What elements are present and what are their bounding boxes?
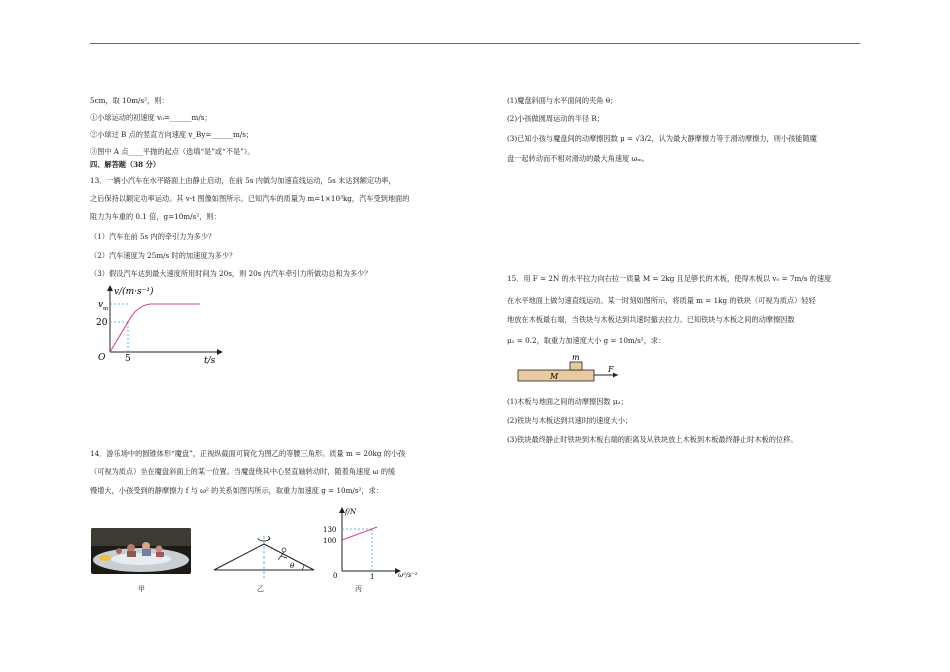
q14-part1: (1)魔盘斜面与水平面间的夹角 θ； — [507, 96, 618, 105]
q13-line2: 之后保持以额定功率运动。其 v-t 图像如图所示。已知汽车的质量为 m=1×10³kg，汽车受到地面的 — [90, 194, 410, 203]
f-line-extension — [372, 527, 377, 529]
f-100-label: 100 — [323, 537, 337, 545]
q14-line2: （可视为质点）坐在魔盘斜面上的某一位置。当魔盘绕其中心竖直轴转动时，随着角速度 ω 的缓 — [90, 467, 396, 476]
section-heading: 四、解答题（38 分） — [90, 160, 161, 169]
force-F-label: F — [608, 365, 614, 374]
f-x1-label: 1 — [370, 573, 375, 581]
q13-line3: 阻力为车重的 0.1 倍，g=10m/s²，则： — [90, 212, 221, 221]
q14-part3-line1: (3)已知小孩与魔盘间的动摩擦因数 μ = √3/2，认为最大静摩擦力等于滑动摩擦力，则小孩能随魔 — [507, 134, 817, 143]
magic-disc-photo — [91, 528, 191, 574]
q14-part3-line2: 盘一起转动而不相对滑动的最大角速度 ωₘ。 — [507, 154, 649, 163]
q12-intro: 5cm，取 10m/s²，则： — [90, 96, 169, 105]
q15-line4: μ₁ = 0.2，取重力加速度大小 g = 10m/s²，求： — [507, 336, 666, 345]
q13-part3: （3）假设汽车达到最大速度所用时间为 20s，则 20s 内汽车牵引力所做功总和为多少？ — [90, 269, 372, 278]
q13-part1: （1）汽车在前 5s 内的牵引力为多少？ — [90, 232, 216, 241]
block-m — [570, 362, 582, 370]
caption-jia: 甲 — [138, 585, 145, 593]
q15-part1: (1)木板与地面之间的动摩擦因数 μ₂； — [507, 397, 628, 406]
q12-part3: ③图中 A 点____平抛的起点（选填“是”或“不是”）。 — [90, 147, 255, 156]
q15-line1: 15．用 F = 2N 的水平拉力向右拉一质量 M = 2kg 且足够长的木板，使得木板以 v₀ = 7m/s 的速度 — [507, 274, 832, 283]
q15-part2: (2)铁块与木板达到共速时的速度大小； — [507, 416, 633, 425]
f-xlabel: ω²/s⁻² — [398, 571, 418, 579]
vt-20-label: 20 — [96, 318, 108, 328]
q13-line1: 13．一辆小汽车在水平路面上由静止启动，在前 5s 内做匀加速直线运动，5s 末达到额定功率， — [90, 176, 396, 185]
header-rule — [90, 43, 860, 44]
vt-5-label: 5 — [125, 354, 131, 364]
q12-part2: ②小球过 B 点的竖直方向速度 v_By=______m/s； — [90, 130, 254, 139]
vt-graph — [92, 282, 232, 364]
vt-vm-subscript: m — [103, 306, 109, 312]
f-ylabel: f/N — [345, 508, 357, 516]
q15-line2: 在水平地面上做匀速直线运动。某一时刻如图所示，将质量 m = 1kg 的铁块（可视为质点）轻轻 — [507, 296, 816, 305]
q13-part2: （2）汽车速度为 25m/s 时的加速度为多少？ — [90, 251, 237, 260]
theta-label: θ — [290, 562, 295, 570]
vt-curve — [110, 304, 200, 352]
caption-yi: 乙 — [257, 585, 264, 593]
q14-line3: 慢增大，小孩受到的静摩擦力 f 与 ω² 的关系如图丙所示，取重力加速度 g = 10m/s²，求： — [90, 486, 383, 495]
q14-part2: (2)小孩做圆周运动的半径 R； — [507, 114, 604, 123]
f-line-segment — [342, 529, 372, 540]
board-M-label: M — [550, 372, 559, 381]
f-130-label: 130 — [323, 526, 337, 534]
vt-xlabel: t/s — [204, 356, 216, 364]
vt-origin: O — [98, 353, 106, 363]
block-m-label: m — [572, 353, 580, 362]
board-block-figure — [512, 352, 632, 388]
f-omega-graph — [320, 505, 430, 583]
cone-section-figure — [208, 530, 320, 580]
f-origin: 0 — [333, 572, 338, 580]
vt-ylabel: v/(m·s⁻¹) — [114, 287, 154, 297]
q12-part1: ①小球运动的初速度 v₀=______m/s； — [90, 113, 212, 122]
caption-bing: 丙 — [355, 585, 362, 593]
vt-vm-label: v — [98, 300, 104, 310]
q15-line3: 地放在木板最右端，当铁块与木板达到共速时撤去拉力。已知铁块与木板之间的动摩擦因数 — [507, 315, 795, 324]
q15-part3: (3)铁块最终静止时铁块到木板右端的距离及从铁块放上木板到木板最终静止时木板的位移。 — [507, 435, 798, 444]
q14-line1: 14．游乐场中的圆锥体形“魔盘”，正视纵截面可简化为图乙的等腰三角形。质量 m = 20kg 的小孩 — [90, 449, 406, 458]
